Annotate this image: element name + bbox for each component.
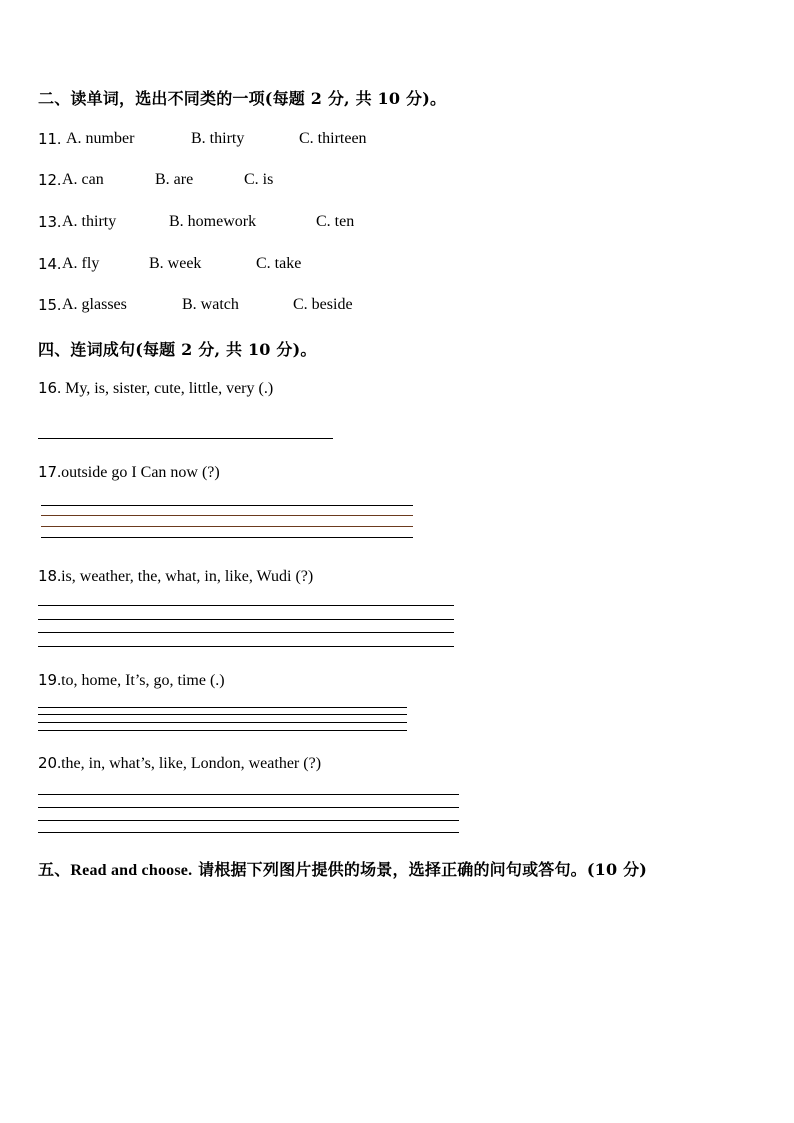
option-c: C. beside: [293, 296, 353, 313]
answer-line: [38, 832, 459, 833]
option-a: A. number: [66, 130, 135, 147]
option-a: A. thirty: [62, 213, 117, 230]
answer-line: [38, 707, 407, 708]
question-number: 15: [38, 296, 58, 314]
option-b: B. are: [155, 171, 194, 188]
option-c: C. take: [256, 255, 302, 272]
section-5-heading: 五、Read and choose. 请根据下列图片提供的场景，选择正确的问句或答句。(10 分): [38, 860, 648, 879]
section-4-heading: 四、连词成句(每题 2 分, 共 10 分)。: [38, 340, 317, 359]
answer-line: [38, 722, 407, 723]
answer-line: [38, 619, 454, 620]
question-number: 12: [38, 171, 58, 189]
answer-line: [38, 820, 459, 821]
question-16: [38, 379, 273, 398]
answer-line: [41, 515, 413, 516]
option-a: A. can: [62, 171, 104, 188]
scrambled-words: . My, is, sister, cute, little, very (.): [57, 380, 274, 397]
answer-line: [38, 730, 407, 731]
question-19: [38, 671, 225, 690]
option-c: C. is: [244, 171, 274, 188]
question-number: 20: [38, 754, 58, 772]
option-a: A. fly: [62, 255, 100, 272]
scrambled-words: .outside go I Can now (?): [57, 464, 220, 481]
answer-line: [38, 794, 459, 795]
question-12: 12.: [38, 171, 62, 189]
question-number: 16: [38, 379, 58, 397]
scrambled-words: .the, in, what’s, like, London, weather (?): [57, 755, 322, 772]
answer-line: [38, 646, 454, 647]
option-c: C. thirteen: [299, 130, 367, 147]
question-11: 11.: [38, 130, 62, 148]
option-b: B. thirty: [191, 130, 245, 147]
option-b: B. watch: [182, 296, 239, 313]
question-number: 19: [38, 671, 58, 689]
answer-line: [38, 807, 459, 808]
answer-line: [38, 605, 454, 606]
question-number: 13: [38, 213, 58, 231]
question-number: 14: [38, 255, 58, 273]
section-2-heading: 二、读单词，选出不同类的一项(每题 2 分, 共 10 分)。: [38, 89, 447, 108]
answer-line: [38, 714, 407, 715]
answer-line: [41, 526, 413, 527]
question-17: [38, 463, 220, 482]
option-a: A. glasses: [62, 296, 127, 313]
question-18: [38, 567, 313, 586]
scrambled-words: .to, home, It’s, go, time (.): [57, 672, 225, 689]
answer-line: [38, 632, 454, 633]
question-14: 14.: [38, 255, 62, 273]
option-c: C. ten: [316, 213, 355, 230]
question-13: 13.: [38, 213, 62, 231]
question-number: 17: [38, 463, 58, 481]
question-number: 11: [38, 130, 58, 148]
answer-line: [38, 438, 333, 439]
answer-line: [41, 537, 413, 538]
scrambled-words: .is, weather, the, what, in, like, Wudi (?): [57, 568, 314, 585]
option-b: B. homework: [169, 213, 257, 230]
question-20: [38, 754, 321, 773]
option-b: B. week: [149, 255, 202, 272]
question-15: 15.: [38, 296, 62, 314]
answer-line: [41, 505, 413, 506]
question-number: 18: [38, 567, 58, 585]
